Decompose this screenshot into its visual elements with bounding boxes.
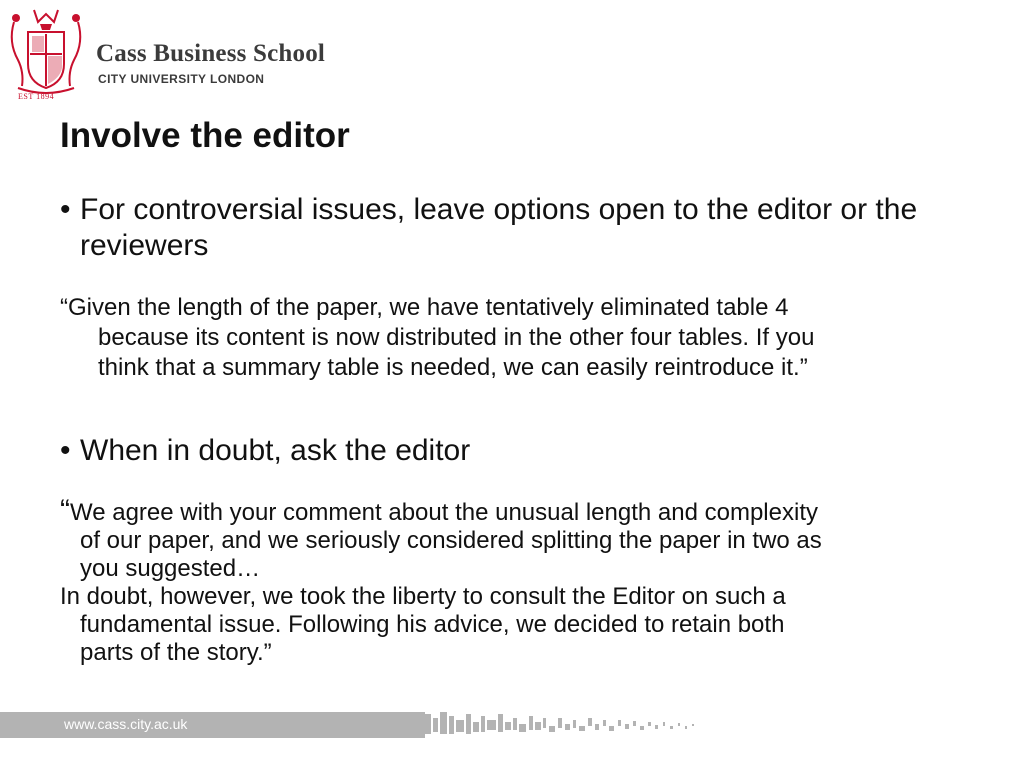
footer-url-link[interactable]: www.cass.city.ac.uk xyxy=(64,716,188,732)
slide-title: Involve the editor xyxy=(60,116,350,155)
quote-text: We agree with your comment about the unusual length and complexity xyxy=(70,499,818,526)
bullet-item xyxy=(60,433,960,469)
quote-block xyxy=(60,293,960,383)
quote-line: think that a summary table is needed, we can easily reintroduce it.” xyxy=(98,354,808,381)
bullet-item xyxy=(60,192,960,264)
quote-line: “Given the length of the paper, we have tentatively eliminated table 4 xyxy=(60,294,789,321)
quote-block xyxy=(60,494,980,667)
quote-line: parts of the story.” xyxy=(80,639,272,666)
quote-line: fundamental issue. Following his advice, we decided to retain both xyxy=(80,611,785,638)
quote-line: of our paper, and we seriously considered splitting the paper in two as xyxy=(80,527,822,554)
bullet-icon: • xyxy=(60,434,71,467)
crest-icon xyxy=(4,2,88,106)
bullet-text: For controversial issues, leave options open to the editor or the reviewers xyxy=(80,193,918,262)
bullet-icon: • xyxy=(60,193,71,226)
school-subtitle: CITY UNIVERSITY LONDON xyxy=(98,72,265,86)
quote-line: because its content is now distributed in the other four tables. If you xyxy=(98,324,815,351)
footer-decorative-pattern-icon xyxy=(425,708,705,740)
open-quote-mark: “ xyxy=(60,494,70,527)
quote-line xyxy=(60,494,980,527)
cass-logo xyxy=(4,2,364,106)
bullet-text: When in doubt, ask the editor xyxy=(80,434,471,467)
quote-line: you suggested… xyxy=(80,555,261,582)
quote-line: In doubt, however, we took the liberty to consult the Editor on such a xyxy=(60,583,786,610)
established-label: EST 1894 xyxy=(18,92,55,101)
school-name: Cass Business School xyxy=(96,40,326,67)
